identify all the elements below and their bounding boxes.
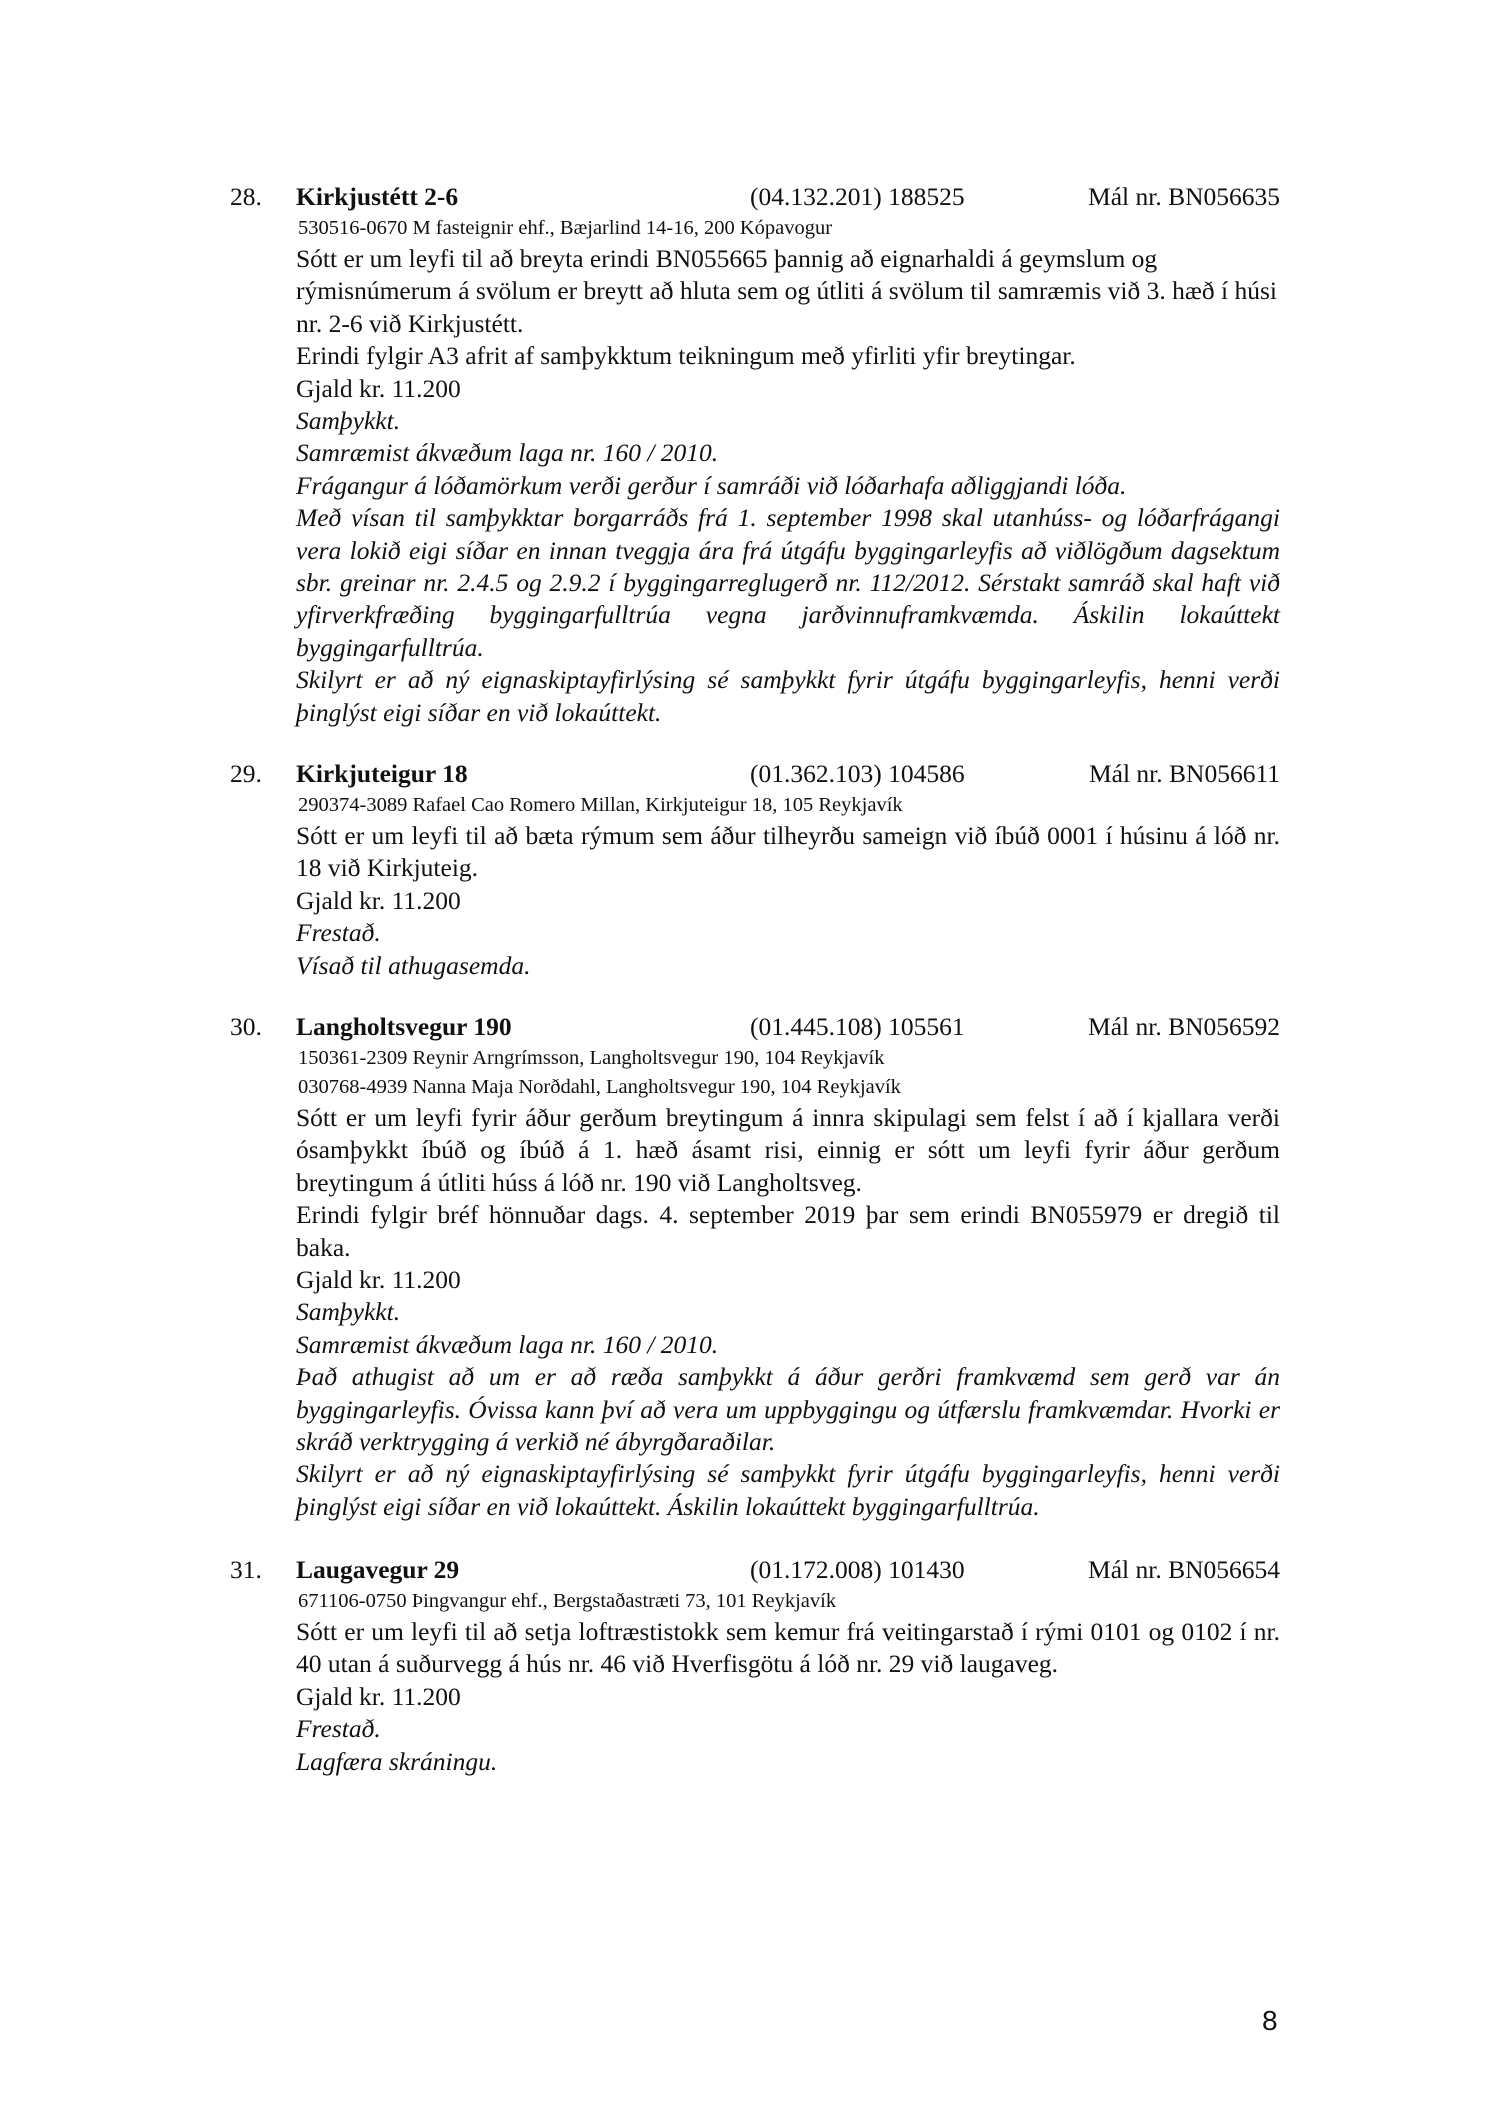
- entry-header: [230, 1553, 1280, 1587]
- land-registry-ref: (01.445.108) 105561: [750, 1012, 965, 1041]
- case-number: Mál nr. BN056592: [1088, 1012, 1280, 1041]
- attachment-note: Erindi fylgir A3 afrit af samþykktum teikningum með yfirliti yfir breytingar.: [296, 341, 1076, 371]
- boundary-note: Frágangur á lóðamörkum verði gerður í samráði við lóðarhafa aðliggjandi lóða.: [296, 470, 1127, 500]
- application-text: Sótt er um leyfi til að setja loftræstistokk sem kemur frá veitingarstað í rými 0101 og 0102 í nr. 40 utan á suðurvegg á hús nr. 46 við Hverfisgötu á lóð nr. 29 við laugaveg.: [296, 1617, 1280, 1679]
- case-number: Mál nr. BN056635: [1088, 182, 1280, 211]
- applicant-line: 150361-2309 Reynir Arngrímsson, Langholtsvegur 190, 104 Reykjavík: [298, 1047, 885, 1069]
- entry-number: 31.: [230, 1555, 262, 1584]
- case-entry-30: [230, 1010, 1280, 1523]
- caveat-note: Það athugist að um er að ræða samþykkt á áður gerðri framkvæmd sem gerð var án byggingarleyfis. Óvissa kann því að vera um uppbyggingu og útfærslu framkvæmdar. Hvorki er skráð verktrygging á verkið né ábyrgðaraðilar.: [296, 1362, 1280, 1457]
- decision-line: Frestað.: [296, 918, 381, 948]
- case-number: Mál nr. BN056611: [1088, 759, 1280, 788]
- property-address: Langholtsvegur 190: [296, 1012, 512, 1041]
- decision-line: Frestað.: [296, 1714, 381, 1744]
- decision-line: Samþykkt.: [296, 406, 401, 436]
- ownership-condition: Skilyrt er að ný eignaskiptayfirlýsing sé samþykkt fyrir útgáfu byggingarleyfis, henni verði þinglýst eigi síðar en við lokaúttekt.: [296, 665, 1280, 727]
- case-number: Mál nr. BN056654: [1088, 1555, 1280, 1584]
- applicant-line: 530516-0670 M fasteignir ehf., Bæjarlind 14-16, 200 Kópavogur: [298, 217, 833, 239]
- page-number: 8: [1262, 2005, 1278, 2036]
- fee-line: Gjald kr. 11.200: [296, 885, 461, 915]
- entry-header: [230, 757, 1280, 791]
- application-text: Sótt er um leyfi til að bæta rýmum sem áður tilheyrðu sameign við íbúð 0001 í húsinu á lóð nr. 18 við Kirkjuteig.: [296, 821, 1280, 883]
- conditions-note: Með vísan til samþykktar borgarráðs frá 1. september 1998 skal utanhúss- og lóðarfrágangi vera lokið eigi síðar en innan tveggja ára frá útgáfu byggingarleyfis að viðlögðum dagsektum sbr. greinar nr. 2.4.5 og 2.9.2 í byggingarreglugerð nr. 112/2012. Sérstakt samráð skal haft við yfirverkfræðing byggingarfulltrúa vegna jarðvinnuframkvæmda. Áskilin lokaúttekt byggingarfulltrúa.: [296, 503, 1280, 662]
- decision-note: Vísað til athugasemda.: [296, 950, 531, 980]
- land-registry-ref: (01.172.008) 101430: [750, 1555, 965, 1584]
- applicant-line: 671106-0750 Þingvangur ehf., Bergstaðastræti 73, 101 Reykjavík: [298, 1590, 837, 1612]
- entry-number: 30.: [230, 1012, 262, 1041]
- land-registry-ref: (01.362.103) 104586: [750, 759, 965, 788]
- applicant-line: 290374-3089 Rafael Cao Romero Millan, Kirkjuteigur 18, 105 Reykjavík: [298, 794, 903, 816]
- case-entry-28: [230, 180, 1280, 729]
- applicant-line: 030768-4939 Nanna Maja Norðdahl, Langholtsvegur 190, 104 Reykjavík: [298, 1076, 901, 1098]
- case-entry-31: [230, 1553, 1280, 1778]
- property-address: Laugavegur 29: [296, 1555, 460, 1584]
- compliance-note: Samræmist ákvæðum laga nr. 160 / 2010.: [296, 438, 719, 468]
- attachment-note: Erindi fylgir bréf hönnuðar dags. 4. september 2019 þar sem erindi BN055979 er dregið til baka.: [296, 1200, 1280, 1262]
- application-text: Sótt er um leyfi fyrir áður gerðum breytingum á innra skipulagi sem felst í að í kjallara verði ósamþykkt íbúð og íbúð á 1. hæð ásamt risi, einnig er sótt um leyfi fyrir áður gerðum breytingum á útliti húss á lóð nr. 190 við Langholtsveg.: [296, 1103, 1280, 1197]
- entry-number: 28.: [230, 182, 262, 211]
- decision-line: Samþykkt.: [296, 1297, 401, 1327]
- application-text: Sótt er um leyfi til að breyta erindi BN055665 þannig að eignarhaldi á geymslum og rýmisnúmerum á svölum er breytt að hluta sem og útliti á svölum til samræmis við 3. hæð í húsi nr. 2-6 við Kirkjustétt.: [296, 244, 1277, 338]
- entry-header: [230, 180, 1280, 214]
- fee-line: Gjald kr. 11.200: [296, 373, 461, 403]
- compliance-note: Samræmist ákvæðum laga nr. 160 / 2010.: [296, 1329, 719, 1359]
- property-address: Kirkjustétt 2-6: [296, 182, 459, 211]
- decision-note: Lagfæra skráningu.: [296, 1746, 498, 1776]
- ownership-condition: Skilyrt er að ný eignaskiptayfirlýsing sé samþykkt fyrir útgáfu byggingarleyfis, henni verði þinglýst eigi síðar en við lokaúttekt. Áskilin lokaúttekt byggingarfulltrúa.: [296, 1459, 1280, 1521]
- entry-header: [230, 1010, 1280, 1044]
- fee-line: Gjald kr. 11.200: [296, 1681, 461, 1711]
- entry-number: 29.: [230, 759, 262, 788]
- property-address: Kirkjuteigur 18: [296, 759, 468, 788]
- fee-line: Gjald kr. 11.200: [296, 1265, 461, 1295]
- land-registry-ref: (04.132.201) 188525: [750, 182, 965, 211]
- case-entry-29: [230, 757, 1280, 982]
